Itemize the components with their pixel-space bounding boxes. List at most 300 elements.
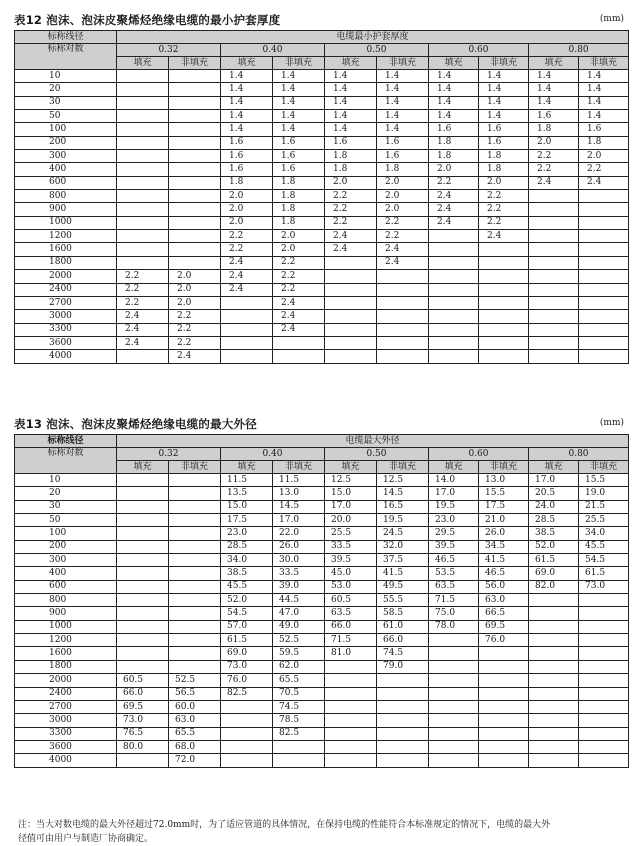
value-cell	[377, 740, 429, 753]
table-row	[15, 620, 629, 633]
table-row	[15, 350, 629, 363]
value-cell	[221, 754, 273, 767]
table-row	[15, 83, 629, 96]
pair-count-cell: 3000	[15, 310, 117, 323]
value-cell: 1.4	[579, 96, 629, 109]
table-row	[15, 607, 629, 620]
value-cell	[325, 714, 377, 727]
value-cell: 45.0	[325, 567, 377, 580]
value-cell	[579, 594, 629, 607]
value-cell: 1.4	[429, 96, 479, 109]
pair-count-cell: 3300	[15, 727, 117, 740]
value-cell: 80.0	[117, 740, 169, 753]
value-cell: 1.8	[325, 163, 377, 176]
value-cell: 54.5	[579, 554, 629, 567]
value-cell	[325, 336, 377, 349]
value-cell: 1.4	[529, 70, 579, 83]
value-cell: 1.6	[579, 123, 629, 136]
table12-body	[15, 70, 629, 364]
value-cell	[529, 634, 579, 647]
value-cell: 2.2	[325, 190, 377, 203]
value-cell	[221, 310, 273, 323]
value-cell: 24.0	[529, 500, 579, 513]
value-cell	[579, 660, 629, 673]
table12-unit-label: (mm)	[599, 14, 624, 24]
value-cell	[117, 607, 169, 620]
value-cell	[325, 310, 377, 323]
value-cell	[169, 243, 221, 256]
value-cell: 28.5	[221, 540, 273, 553]
value-cell: 56.0	[479, 580, 529, 593]
value-cell	[325, 283, 377, 296]
value-cell: 2.2	[377, 230, 429, 243]
value-cell	[579, 323, 629, 336]
table12-subheader-unfilled: 非填充	[479, 57, 529, 70]
table13-max-outer-diameter	[14, 434, 629, 768]
value-cell	[429, 687, 479, 700]
value-cell	[479, 270, 529, 283]
value-cell: 1.6	[479, 136, 529, 149]
value-cell	[117, 243, 169, 256]
value-cell: 82.5	[221, 687, 273, 700]
value-cell: 61.5	[579, 567, 629, 580]
value-cell	[169, 190, 221, 203]
value-cell: 1.4	[273, 110, 325, 123]
value-cell	[479, 727, 529, 740]
value-cell: 63.5	[429, 580, 479, 593]
table-row	[15, 527, 629, 540]
value-cell: 2.2	[169, 310, 221, 323]
value-cell: 69.5	[479, 620, 529, 633]
table-row	[15, 70, 629, 83]
value-cell: 1.6	[529, 110, 579, 123]
value-cell: 23.0	[429, 514, 479, 527]
value-cell	[429, 283, 479, 296]
value-cell: 61.5	[221, 634, 273, 647]
value-cell	[429, 230, 479, 243]
value-cell: 2.2	[529, 163, 579, 176]
value-cell	[377, 323, 429, 336]
value-cell	[117, 620, 169, 633]
value-cell: 15.0	[221, 500, 273, 513]
value-cell	[117, 554, 169, 567]
value-cell: 19.5	[429, 500, 479, 513]
value-cell	[117, 647, 169, 660]
value-cell: 25.5	[579, 514, 629, 527]
value-cell	[169, 540, 221, 553]
table-row	[15, 567, 629, 580]
value-cell: 69.5	[117, 700, 169, 713]
value-cell: 30.0	[273, 554, 325, 567]
value-cell	[529, 740, 579, 753]
value-cell: 2.4	[169, 350, 221, 363]
value-cell	[429, 256, 479, 269]
value-cell	[479, 740, 529, 753]
value-cell: 79.0	[377, 660, 429, 673]
value-cell	[429, 727, 479, 740]
value-cell	[117, 487, 169, 500]
value-cell	[529, 687, 579, 700]
value-cell: 2.2	[169, 323, 221, 336]
value-cell: 1.8	[273, 190, 325, 203]
value-cell: 15.0	[325, 487, 377, 500]
value-cell	[221, 350, 273, 363]
table12-subheader-unfilled: 非填充	[579, 57, 629, 70]
table-row	[15, 727, 629, 740]
value-cell: 34.0	[221, 554, 273, 567]
value-cell: 1.4	[273, 83, 325, 96]
value-cell: 1.8	[377, 163, 429, 176]
value-cell	[117, 216, 169, 229]
value-cell: 2.4	[325, 243, 377, 256]
table13-subheader-filled: 填充	[221, 461, 273, 474]
value-cell	[325, 270, 377, 283]
value-cell	[529, 283, 579, 296]
value-cell	[479, 350, 529, 363]
value-cell: 2.2	[117, 270, 169, 283]
value-cell	[579, 754, 629, 767]
value-cell	[479, 647, 529, 660]
table-row	[15, 554, 629, 567]
value-cell	[169, 83, 221, 96]
pair-count-cell: 800	[15, 190, 117, 203]
table-row	[15, 323, 629, 336]
table12-subheader-filled: 填充	[221, 57, 273, 70]
value-cell	[325, 727, 377, 740]
value-cell: 1.4	[221, 83, 273, 96]
value-cell: 66.0	[117, 687, 169, 700]
table-row	[15, 296, 629, 309]
value-cell: 2.0	[377, 190, 429, 203]
value-cell	[169, 594, 221, 607]
value-cell	[579, 216, 629, 229]
value-cell: 2.4	[579, 176, 629, 189]
table-row	[15, 700, 629, 713]
table-row	[15, 190, 629, 203]
table-row	[15, 176, 629, 189]
table13-subheader-unfilled: 非填充	[377, 461, 429, 474]
pair-count-cell: 1600	[15, 243, 117, 256]
value-cell	[377, 754, 429, 767]
table13-row-header-pairs-label: 标称对数	[47, 448, 84, 458]
table-row	[15, 96, 629, 109]
value-cell: 52.5	[273, 634, 325, 647]
value-cell	[221, 296, 273, 309]
value-cell: 12.5	[377, 474, 429, 487]
value-cell: 73.0	[579, 580, 629, 593]
value-cell: 14.0	[429, 474, 479, 487]
value-cell: 59.5	[273, 647, 325, 660]
table-row	[15, 243, 629, 256]
value-cell: 66.0	[377, 634, 429, 647]
value-cell: 1.4	[479, 70, 529, 83]
value-cell	[169, 580, 221, 593]
pair-count-cell: 2000	[15, 674, 117, 687]
value-cell	[169, 554, 221, 567]
value-cell: 17.5	[479, 500, 529, 513]
value-cell	[479, 660, 529, 673]
value-cell	[117, 540, 169, 553]
value-cell: 52.0	[529, 540, 579, 553]
value-cell: 1.4	[377, 96, 429, 109]
value-cell: 2.2	[273, 283, 325, 296]
value-cell: 1.6	[221, 150, 273, 163]
table-row	[15, 336, 629, 349]
value-cell	[169, 203, 221, 216]
value-cell: 1.8	[479, 150, 529, 163]
value-cell: 65.5	[169, 727, 221, 740]
value-cell: 21.5	[579, 500, 629, 513]
pair-count-cell: 300	[15, 554, 117, 567]
value-cell	[169, 110, 221, 123]
table13-diameter-header: 0.50	[325, 448, 429, 461]
pair-count-cell: 1800	[15, 660, 117, 673]
table-row	[15, 634, 629, 647]
value-cell: 2.2	[117, 296, 169, 309]
value-cell	[579, 700, 629, 713]
value-cell: 82.0	[529, 580, 579, 593]
value-cell	[529, 243, 579, 256]
value-cell: 1.4	[579, 70, 629, 83]
value-cell	[479, 336, 529, 349]
value-cell	[117, 514, 169, 527]
value-cell	[529, 714, 579, 727]
value-cell: 2.0	[221, 203, 273, 216]
pair-count-cell: 3300	[15, 323, 117, 336]
table13-row-header-pairs	[15, 448, 117, 474]
value-cell	[579, 620, 629, 633]
table12-group-header: 电缆最小护套厚度	[117, 31, 629, 44]
table12-subheader-filled: 填充	[325, 57, 377, 70]
table-row	[15, 474, 629, 487]
pair-count-cell: 2400	[15, 283, 117, 296]
table12-diameter-header: 0.40	[221, 44, 325, 57]
value-cell: 73.0	[221, 660, 273, 673]
value-cell	[169, 660, 221, 673]
table12-diameter-header: 0.80	[529, 44, 629, 57]
value-cell: 17.5	[221, 514, 273, 527]
value-cell: 58.5	[377, 607, 429, 620]
value-cell	[429, 714, 479, 727]
table-row	[15, 514, 629, 527]
value-cell: 1.6	[429, 123, 479, 136]
value-cell	[273, 336, 325, 349]
pair-count-cell: 2400	[15, 687, 117, 700]
value-cell: 38.5	[529, 527, 579, 540]
value-cell: 19.0	[579, 487, 629, 500]
value-cell	[377, 336, 429, 349]
value-cell: 1.4	[273, 70, 325, 83]
value-cell: 1.4	[325, 110, 377, 123]
value-cell	[377, 270, 429, 283]
value-cell	[429, 296, 479, 309]
value-cell: 23.0	[221, 527, 273, 540]
value-cell: 39.5	[429, 540, 479, 553]
value-cell	[377, 687, 429, 700]
table12-subheader-unfilled: 非填充	[169, 57, 221, 70]
value-cell	[169, 487, 221, 500]
table13-title: 表13 泡沫、泡沫皮聚烯烃绝缘电缆的最大外径	[14, 417, 257, 431]
value-cell	[169, 620, 221, 633]
table13-subheader-filled: 填充	[325, 461, 377, 474]
table13-group-header: 电缆最大外径	[117, 435, 629, 448]
value-cell	[479, 687, 529, 700]
pair-count-cell: 900	[15, 203, 117, 216]
value-cell	[479, 714, 529, 727]
value-cell: 2.4	[221, 283, 273, 296]
value-cell	[169, 136, 221, 149]
value-cell: 1.4	[479, 83, 529, 96]
value-cell: 33.5	[273, 567, 325, 580]
value-cell	[221, 727, 273, 740]
value-cell	[529, 230, 579, 243]
value-cell	[221, 740, 273, 753]
pair-count-cell: 4000	[15, 350, 117, 363]
value-cell	[479, 674, 529, 687]
value-cell	[579, 674, 629, 687]
value-cell	[325, 323, 377, 336]
value-cell: 75.0	[429, 607, 479, 620]
value-cell: 1.4	[325, 70, 377, 83]
value-cell: 68.0	[169, 740, 221, 753]
pair-count-cell: 4000	[15, 754, 117, 767]
value-cell: 63.5	[325, 607, 377, 620]
value-cell: 13.0	[479, 474, 529, 487]
value-cell	[529, 323, 579, 336]
value-cell: 2.2	[273, 270, 325, 283]
value-cell: 73.0	[117, 714, 169, 727]
table-row	[15, 283, 629, 296]
value-cell	[117, 123, 169, 136]
value-cell: 12.5	[325, 474, 377, 487]
pair-count-cell: 2700	[15, 296, 117, 309]
value-cell	[169, 96, 221, 109]
value-cell: 72.0	[169, 754, 221, 767]
footnote-line-2: 径值可由用户与制造厂协商确定。	[18, 834, 154, 844]
value-cell: 11.5	[221, 474, 273, 487]
value-cell: 66.5	[479, 607, 529, 620]
value-cell: 1.8	[221, 176, 273, 189]
value-cell: 1.4	[377, 83, 429, 96]
value-cell: 2.4	[117, 336, 169, 349]
value-cell: 1.4	[429, 83, 479, 96]
value-cell	[529, 674, 579, 687]
value-cell: 1.4	[377, 70, 429, 83]
value-cell: 44.5	[273, 594, 325, 607]
value-cell: 2.4	[377, 256, 429, 269]
value-cell	[117, 256, 169, 269]
value-cell	[221, 336, 273, 349]
value-cell: 2.2	[325, 216, 377, 229]
value-cell	[117, 527, 169, 540]
value-cell	[579, 687, 629, 700]
value-cell	[117, 660, 169, 673]
value-cell: 2.2	[479, 203, 529, 216]
value-cell	[529, 216, 579, 229]
value-cell: 61.5	[529, 554, 579, 567]
table13-diameter-header: 0.40	[221, 448, 325, 461]
value-cell: 24.5	[377, 527, 429, 540]
table-row	[15, 256, 629, 269]
value-cell: 2.0	[169, 270, 221, 283]
value-cell: 2.0	[529, 136, 579, 149]
value-cell	[377, 727, 429, 740]
pair-count-cell: 1000	[15, 216, 117, 229]
table-row	[15, 270, 629, 283]
value-cell: 62.0	[273, 660, 325, 673]
pair-count-cell: 1800	[15, 256, 117, 269]
value-cell	[117, 83, 169, 96]
value-cell: 54.5	[221, 607, 273, 620]
value-cell: 46.5	[479, 567, 529, 580]
table13-diameter-header: 0.80	[529, 448, 629, 461]
value-cell: 2.0	[377, 203, 429, 216]
value-cell	[273, 350, 325, 363]
value-cell	[479, 296, 529, 309]
value-cell: 53.5	[429, 567, 479, 580]
value-cell: 1.4	[273, 96, 325, 109]
value-cell: 41.5	[479, 554, 529, 567]
value-cell: 45.5	[579, 540, 629, 553]
value-cell	[117, 350, 169, 363]
value-cell: 1.4	[429, 110, 479, 123]
value-cell	[529, 594, 579, 607]
pair-count-cell: 100	[15, 527, 117, 540]
pair-count-cell: 400	[15, 163, 117, 176]
pair-count-cell: 10	[15, 474, 117, 487]
table13-row-header-diameter: 标称线径	[15, 435, 117, 448]
value-cell: 70.5	[273, 687, 325, 700]
value-cell: 1.8	[325, 150, 377, 163]
value-cell	[117, 500, 169, 513]
value-cell	[169, 256, 221, 269]
table-row	[15, 540, 629, 553]
pair-count-cell: 400	[15, 567, 117, 580]
value-cell	[117, 190, 169, 203]
value-cell: 1.8	[429, 136, 479, 149]
value-cell: 29.5	[429, 527, 479, 540]
value-cell	[377, 350, 429, 363]
value-cell: 2.4	[479, 230, 529, 243]
value-cell: 38.5	[221, 567, 273, 580]
value-cell	[325, 674, 377, 687]
value-cell	[529, 620, 579, 633]
value-cell	[579, 190, 629, 203]
value-cell: 2.0	[479, 176, 529, 189]
value-cell	[579, 607, 629, 620]
value-cell: 39.5	[325, 554, 377, 567]
value-cell	[529, 700, 579, 713]
value-cell	[169, 216, 221, 229]
value-cell: 1.6	[377, 136, 429, 149]
value-cell: 2.4	[273, 323, 325, 336]
table-row	[15, 123, 629, 136]
value-cell: 60.5	[117, 674, 169, 687]
value-cell	[169, 607, 221, 620]
value-cell	[325, 754, 377, 767]
value-cell	[429, 323, 479, 336]
value-cell	[529, 607, 579, 620]
value-cell	[169, 70, 221, 83]
value-cell: 78.5	[273, 714, 325, 727]
table12-subheader-filled: 填充	[429, 57, 479, 70]
footnote-line-1: 注：当大对数电缆的最大外径超过72.0mm时，为了适应管道的具体情况，在保持电缆的性能符合本标准规定的情况下，电缆的最大外	[18, 820, 551, 830]
value-cell	[221, 700, 273, 713]
value-cell	[117, 754, 169, 767]
value-cell: 2.2	[169, 336, 221, 349]
value-cell: 47.0	[273, 607, 325, 620]
value-cell: 2.2	[479, 216, 529, 229]
